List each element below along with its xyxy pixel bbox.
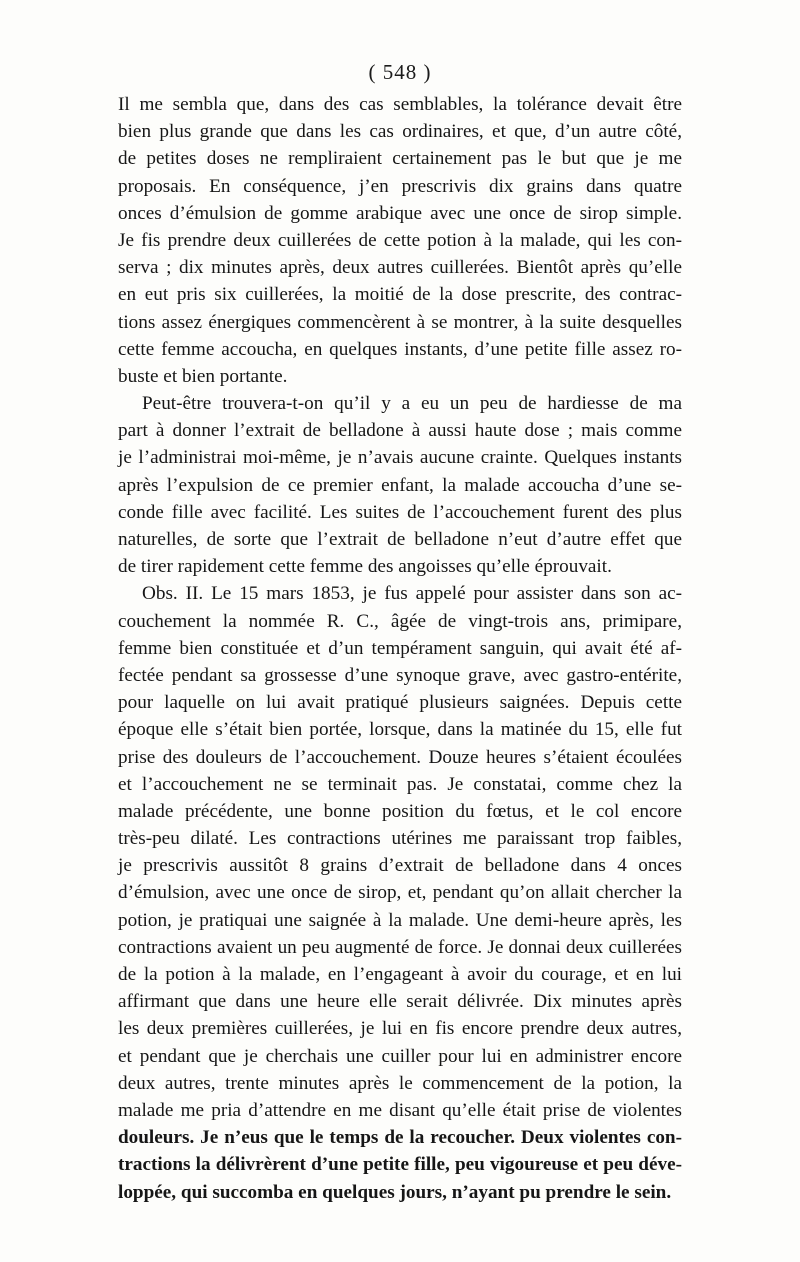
text-line: contractions avaient un peu augmenté de force. Je donnai deux cuillerées — [118, 936, 682, 958]
text-line: de petites doses ne rempliraient certainement pas le but que je me — [118, 148, 682, 170]
text-line: fectée pendant sa grossesse d’une synoque grave, avec gastro-entérite, — [118, 664, 682, 686]
text-line: deux autres, trente minutes après le commencement de la potion, la — [118, 1072, 682, 1094]
text-line: Peut-être trouvera-t-on qu’il y a eu un peu de hardiesse de ma — [142, 393, 682, 415]
text-line: les deux premières cuillerées, je lui en fis encore prendre deux autres, — [118, 1018, 682, 1040]
paragraph-3 — [118, 580, 682, 1205]
text-line: part à donner l’extrait de belladone à aussi haute dose ; mais comme — [118, 420, 682, 442]
text-line: de tirer rapidement cette femme des angoisses qu’elle éprouvait. — [118, 556, 612, 578]
text-line: de la potion à la malade, en l’engageant à avoir du courage, et en lui — [118, 964, 682, 985]
text-line: je l’administrai moi-même, je n’avais aucune crainte. Quelques instants — [118, 447, 682, 469]
paragraph-2 — [118, 390, 682, 580]
text-line: d’émulsion, avec une once de sirop, et, pendant qu’on allait chercher la — [118, 882, 682, 904]
text-line: époque elle s’était bien portée, lorsque, dans la matinée du 15, elle fut — [118, 719, 682, 741]
text-line: buste et bien portante. — [118, 365, 288, 387]
text-line: prise des douleurs de l’accouchement. Douze heures s’étaient écoulées — [118, 746, 682, 768]
text-line: potion, je pratiquai une saignée à la malade. Une demi-heure après, les — [118, 909, 682, 931]
text-line: naturelles, de sorte que l’extrait de belladone n’eut d’autre effet que — [118, 529, 682, 550]
text-line: affirmant que dans une heure elle serait délivrée. Dix minutes après — [118, 991, 682, 1013]
text-line: douleurs. Je n’eus que le temps de la recoucher. Deux violentes con- — [118, 1127, 682, 1149]
text-line: couchement la nommée R. C., âgée de vingt-trois ans, primipare, — [118, 610, 682, 632]
text-line: tions assez énergiques commencèrent à se montrer, à la suite desquelles — [118, 311, 682, 333]
paragraph-1 — [118, 91, 682, 390]
text-line: malade me pria d’attendre en me disant qu’elle était prise de violentes — [118, 1099, 682, 1121]
text-line: conde fille avec facilité. Les suites de l’accouchement furent des plus — [118, 501, 682, 523]
text-line: loppée, qui succomba en quelques jours, n’ayant pu prendre le sein. — [118, 1181, 672, 1203]
text-line: Obs. II. Le 15 mars 1853, je fus appelé pour assister dans son ac- — [142, 583, 682, 605]
text-line: onces d’émulsion de gomme arabique avec une once de sirop simple. — [118, 202, 682, 224]
text-line: femme bien constituée et d’un tempérament sanguin, qui avait été af- — [118, 637, 682, 659]
text-line: je prescrivis aussitôt 8 grains d’extrait de belladone dans 4 onces — [118, 855, 682, 877]
text-line: en eut pris six cuillerées, la moitié de la dose prescrite, des contrac- — [118, 284, 682, 306]
text-line: et pendant que je cherchais une cuiller pour lui en administrer encore — [118, 1045, 682, 1067]
text-line: pour laquelle on lui avait pratiqué plusieurs saignées. Depuis cette — [118, 692, 682, 714]
text-line: Il me sembla que, dans des cas semblables, la tolérance devait être — [118, 94, 682, 115]
text-line: après l’expulsion de ce premier enfant, la malade accoucha d’une se- — [118, 474, 682, 496]
text-line: très-peu dilaté. Les contractions utérines me paraissant trop faibles, — [118, 828, 682, 850]
text-line: Je fis prendre deux cuillerées de cette potion à la malade, qui les con- — [118, 229, 682, 251]
text-line: proposais. En conséquence, j’en prescrivis dix grains dans quatre — [118, 175, 682, 197]
text-line: serva ; dix minutes après, deux autres cuillerées. Bientôt après qu’elle — [118, 257, 682, 279]
body-text — [118, 91, 682, 1206]
text-line: tractions la délivrèrent d’une petite fille, peu vigoureuse et peu déve- — [118, 1154, 682, 1176]
text-line: bien plus grande que dans les cas ordinaires, et que, d’un autre côté, — [118, 121, 682, 143]
text-line: malade précédente, une bonne position du fœtus, et le col encore — [118, 800, 682, 822]
text-line: cette femme accoucha, en quelques instants, d’une petite fille assez ro- — [118, 338, 682, 360]
page-number: ( 548 ) — [368, 60, 432, 84]
text-line: et l’accouchement ne se terminait pas. Je constatai, comme chez la — [118, 773, 682, 795]
